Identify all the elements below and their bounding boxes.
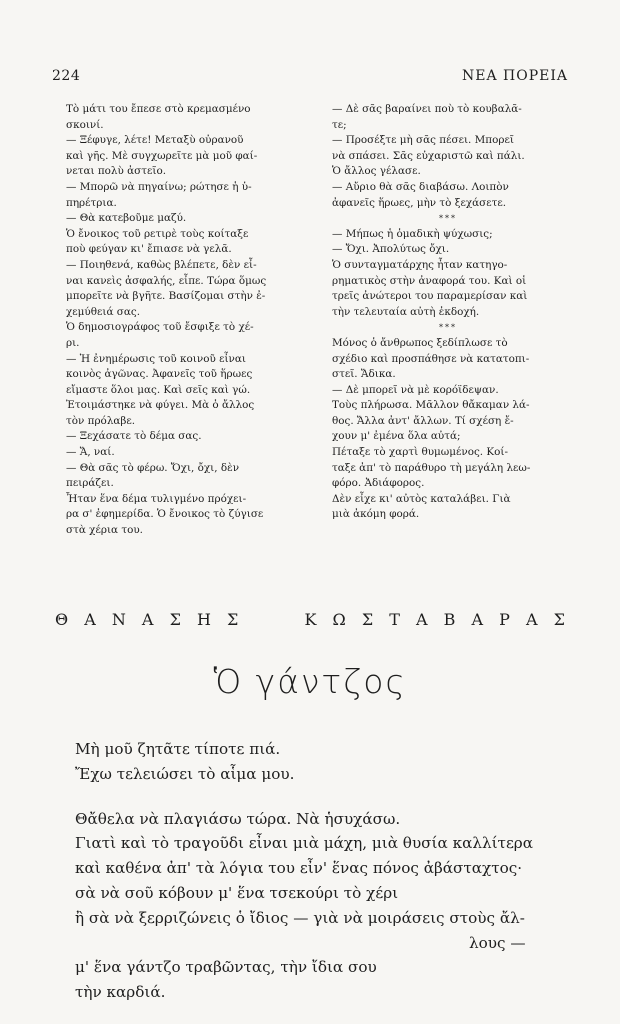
left-column	[66, 102, 298, 539]
poem-line: Θἄθελα νὰ πλαγιάσω τώρα. Νὰ ἡσυχάσω.	[75, 809, 401, 828]
text-line: — Ἡ ἐνημέρωσις τοῦ κοινοῦ εἶναι	[66, 352, 246, 365]
text-line: πηρέτρια.	[66, 196, 117, 209]
running-title: ΝΕΑ ΠΟΡΕΙΑ	[462, 68, 568, 84]
text-line: Δὲν εἶχε κι' αὐτὸς καταλάβει. Γιὰ	[332, 492, 511, 505]
text-line: — Αὔριο θὰ σᾶς διαβάσω. Λοιπὸν	[332, 180, 509, 193]
text-line: ρα σ' ἐφημερίδα. Ὁ ἔνοικος τὸ ζύγισε	[66, 508, 264, 521]
text-line: — Προσέξτε μὴ σᾶς πέσει. Μπορεῖ	[332, 134, 514, 147]
page-header	[52, 68, 568, 88]
text-line: ποὺ φεύγαν κι' ἔπιασε νὰ γελᾶ.	[66, 243, 232, 256]
right-block-2	[332, 227, 564, 321]
right-column	[332, 102, 564, 523]
text-line: ρηματικὸς στὴν ἀναφορά του. Καὶ οἱ	[332, 274, 527, 287]
text-line: Ὁ συνταγματάρχης ἦταν κατηγο-	[332, 258, 508, 271]
text-line: Τὸ μάτι του ἔπεσε στὸ κρεμασμένο	[66, 103, 251, 115]
text-line: Ἦταν ἕνα δέμα τυλιγμένο πρόχει-	[66, 492, 247, 505]
text-line: Μόνος ὁ ἄνθρωπος ξεδίπλωσε τὸ	[332, 336, 508, 349]
poem-line: καὶ καθένα ἀπ' τὰ λόγια του εἶν' ἕνας πόνος ἀβάσταχτος·	[75, 859, 523, 878]
text-line: — Μπορῶ νὰ πηγαίνω; ρώτησε ἡ ὑ-	[66, 180, 252, 193]
text-line: χεμύθειά σας.	[66, 305, 141, 318]
right-block-3	[332, 336, 564, 523]
text-line: — Μήπως ἡ ὁμαδικὴ ψύχωσις;	[332, 227, 493, 240]
section-separator: ***	[439, 214, 457, 224]
text-line: — Δὲ σᾶς βαραίνει ποὺ τὸ κουβαλᾶ-	[332, 103, 522, 115]
section-separator: ***	[439, 323, 457, 333]
text-line: καὶ γῆς. Μὲ συγχωρεῖτε μὰ μοῦ φαί-	[66, 149, 258, 162]
poem-title: Ὁ γάντζος	[213, 662, 407, 701]
text-line: κοινὸς ἀγῶνας. Ἀφανεῖς τοῦ ἥρωες	[66, 368, 253, 381]
text-line: τε;	[332, 118, 347, 131]
poem-body	[75, 737, 575, 1005]
text-line: τὸν πρόλαβε.	[66, 414, 136, 427]
text-line: — Θὰ κατεβοῦμε μαζύ.	[66, 212, 187, 225]
text-line: Πέταξε τὸ χαρτὶ θυμωμένος. Κοί-	[332, 446, 509, 459]
text-line: εἴμαστε ὅλοι μας. Καὶ σεῖς καὶ γώ.	[66, 383, 251, 396]
text-line: Τοὺς πλήρωσα. Μᾶλλον θἄκαμαν λά-	[332, 399, 530, 412]
poem-stanza-3	[75, 955, 575, 1005]
text-line: Ὁ ἄλλος γέλασε.	[332, 165, 421, 178]
poem-line: τὴν καρδιά.	[75, 983, 166, 1002]
text-line: στεῖ. Ἄδικα.	[332, 368, 396, 381]
text-line: — Ξέφυγε, λέτε! Μεταξὺ οὐρανοῦ	[66, 134, 244, 147]
poem-line-continuation: λους —	[469, 933, 526, 952]
text-line: πειράζει.	[66, 477, 114, 490]
text-line: νὰ σπάσει. Σᾶς εὐχαριστῶ καὶ πάλι.	[332, 149, 525, 162]
author-name: Θ Α Ν Α Σ Η Σ Κ Ω Σ Τ Α Β Α Ρ Α Σ	[55, 610, 565, 629]
text-line: φόρο. Ἀδιάφορος.	[332, 477, 425, 490]
poem-line: ἢ σὰ νὰ ξερριζώνεις ὁ ἴδιος — γιὰ νὰ μοιράσεις στοὺς ἄλ-	[75, 908, 525, 927]
text-line: — Θὰ σᾶς τὸ φέρω. Ὄχι, ὄχι, δὲν	[66, 461, 240, 474]
text-line: στὰ χέρια του.	[66, 524, 143, 537]
text-line: τρεῖς ἀνώτεροι του παραμερίσαν καὶ	[332, 290, 528, 303]
text-line: — Ἄ, ναί.	[66, 446, 115, 459]
text-line: μπορεῖτε νὰ βγῆτε. Βασίζομαι στὴν ἐ-	[66, 290, 266, 303]
poem-line: μ' ἕνα γάντζο τραβῶντας, τὴν ἴδια σου	[75, 958, 377, 977]
text-line: ταξε ἀπ' τὸ παράθυρο τὴ μεγάλη λεω-	[332, 461, 531, 474]
text-line: τὴν τελευταία αὐτὴ ἐκδοχή.	[332, 305, 480, 318]
poem-line: Γιατὶ καὶ τὸ τραγοῦδι εἶναι μιὰ μάχη, μιὰ θυσία καλλίτερα	[75, 834, 533, 853]
text-line: — Ποιηθενά, καθὼς βλέπετε, δὲν εἶ-	[66, 258, 257, 271]
text-line: ναι κανεὶς ἀσφαλής, εἶπε. Τώρα ὅμως	[66, 274, 267, 287]
text-line: ἀφανεῖς ἥρωες, μὴν τὸ ξεχάσετε.	[332, 196, 507, 209]
text-line: σκοινί.	[66, 118, 104, 131]
poem-line: Ἔχω τελειώσει τὸ αἷμα μου.	[75, 764, 295, 783]
text-line: μιὰ ἀκόμη φορά.	[332, 508, 420, 521]
poem-stanza-2	[75, 807, 575, 931]
text-line: Ὁ δημοσιογράφος τοῦ ἔσφιξε τὸ χέ-	[66, 321, 254, 334]
text-line: νεται πολὺ ἀστεῖο.	[66, 165, 167, 178]
text-line: Ἐτοιμάστηκε νὰ φύγει. Μὰ ὁ ἄλλος	[66, 399, 255, 412]
text-line: θος. Ἄλλα ἀντ' ἄλλων. Τί σχέση ἔ-	[332, 414, 514, 427]
text-line: — Ὄχι. Ἀπολύτως ὄχι.	[332, 243, 450, 256]
poem-stanza-1	[75, 737, 575, 787]
page-number: 224	[52, 68, 81, 84]
text-line: χουν μ' ἐμένα ὅλα αὐτά;	[332, 430, 461, 443]
text-line: — Δὲ μπορεῖ νὰ μὲ κορόϊδεψαν.	[332, 383, 499, 396]
right-block-1	[332, 102, 564, 211]
text-line: ρι.	[66, 336, 80, 349]
text-line: σχέδιο καὶ προσπάθησε νὰ κατατοπι-	[332, 352, 530, 365]
text-line: Ὁ ἔνοικος τοῦ ρετιρὲ τοὺς κοίταξε	[66, 227, 249, 240]
poem-line: Μὴ μοῦ ζητᾶτε τίποτε πιά.	[75, 740, 281, 758]
text-line: — Ξεχάσατε τὸ δέμα σας.	[66, 430, 202, 443]
poem-line: σὰ νὰ σοῦ κόβουν μ' ἕνα τσεκούρι τὸ χέρι	[75, 883, 399, 902]
